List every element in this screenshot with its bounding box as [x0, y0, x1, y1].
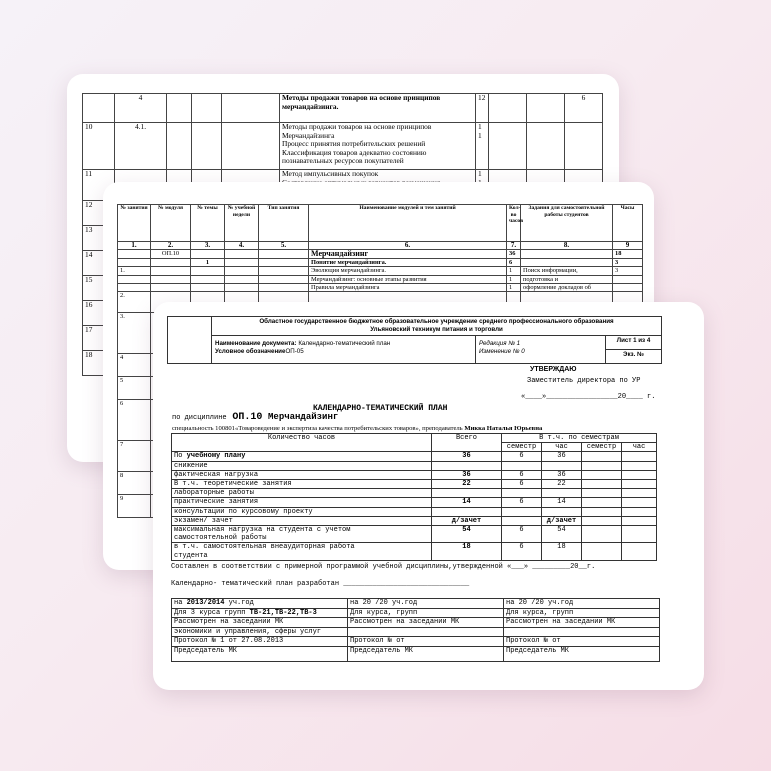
self-hours: 3 [613, 258, 643, 266]
hours-label: фактическая нагрузка [172, 470, 432, 479]
hours-row [172, 470, 657, 479]
total-col-header: Всего [432, 434, 502, 452]
hours-label: снижение [172, 461, 432, 470]
approval-row [172, 646, 660, 661]
hour-value-2 [622, 452, 657, 461]
semester-value-2 [582, 452, 622, 461]
column-number: 4. [225, 242, 259, 250]
hour-value-2 [622, 489, 657, 498]
hour-value: 36 [542, 470, 582, 479]
hours-table [171, 433, 657, 561]
self-task [521, 250, 613, 258]
semester-value [502, 489, 542, 498]
hours-count: 6 [507, 258, 521, 266]
lesson-number [83, 94, 115, 123]
hours-row [172, 489, 657, 498]
hour-value-2 [622, 498, 657, 507]
approval-cell: на 20 /20 уч.год [504, 599, 660, 609]
hours-count: 36 [507, 250, 521, 258]
discipline-code: ОП.10 [232, 412, 263, 423]
approval-cell: Рассмотрен на заседании МК [172, 618, 348, 628]
lesson-type [259, 275, 309, 283]
hour-value: 18 [542, 543, 582, 560]
approval-cell: Для 3 курса групп ТВ-21,ТВ-22,ТВ-3 [172, 608, 348, 618]
task-cell [489, 94, 527, 123]
column-header: Наименование модулей и тем занятий [309, 205, 507, 242]
module-number [151, 258, 191, 266]
mid-table-header [118, 205, 643, 242]
lesson-number: 2. [118, 292, 151, 313]
approval-cell: Протокол № от [504, 637, 660, 647]
approval-cell: на 2013/2014 уч.год [172, 599, 348, 609]
topic-name: Мерчандайзинг: основные этапы развития [309, 275, 507, 283]
lesson-number: 16 [83, 301, 115, 326]
semester-value: 6 [502, 470, 542, 479]
topic-name: Эволюция мерчандайзинга. [309, 267, 507, 275]
doc-name: Календарно-тематический план [298, 340, 391, 347]
semester-value-2 [582, 526, 622, 543]
column-number: 5. [259, 242, 309, 250]
topic-number [191, 275, 225, 283]
column-header: № занятия [118, 205, 151, 242]
developed-line: Календарно- тематический план разработан ______________________________ [171, 580, 470, 588]
approval-cell: Рассмотрен на заседании МК [348, 618, 504, 628]
topic-number [191, 267, 225, 275]
hours-row [172, 516, 657, 525]
semester-value: 6 [502, 498, 542, 507]
lesson-number [118, 275, 151, 283]
semester-value-2 [582, 516, 622, 525]
hours-row [172, 543, 657, 560]
topic-number [167, 123, 192, 170]
approval-cell: Для курса, групп [348, 608, 504, 618]
doc-name-label: Наименование документа: [215, 340, 297, 347]
hours-total [432, 461, 502, 470]
hour-value: 36 [542, 452, 582, 461]
hours-total: 18 [432, 543, 502, 560]
hours-row [172, 526, 657, 543]
copy-number: Экз. № [606, 350, 662, 364]
hours-row [172, 498, 657, 507]
semester-value [502, 507, 542, 516]
hour-value: 54 [542, 526, 582, 543]
lesson-number: 10 [83, 123, 115, 170]
hour-subheader: час [542, 443, 582, 452]
semester-col-header: В т.ч. по семестрам [502, 434, 657, 443]
table-row [83, 123, 603, 170]
hours-row [172, 461, 657, 470]
module-number [151, 267, 191, 275]
self-hours [613, 284, 643, 292]
semester-value [502, 461, 542, 470]
lesson-number: 11 [83, 170, 115, 201]
lesson-number: 15 [83, 276, 115, 301]
column-number: 7. [507, 242, 521, 250]
hours-count: 1 [507, 284, 521, 292]
hours-count: 1 [476, 170, 489, 201]
document-title: КАЛЕНДАРНО-ТЕМАТИЧЕСКИЙ ПЛАН [313, 404, 448, 413]
lesson-type [259, 258, 309, 266]
hour-value: 14 [542, 498, 582, 507]
hours-label: По учебному плану [172, 452, 432, 461]
hour-value [542, 507, 582, 516]
column-header: Задания для самостоятельной работы студентов [521, 205, 613, 242]
hours-row [172, 480, 657, 489]
approval-cell: Председатель МК [172, 646, 348, 661]
column-header: Часы [613, 205, 643, 242]
column-number: 6. [309, 242, 507, 250]
lesson-number: 12 [83, 201, 115, 226]
hours-total: д/зачет [432, 516, 502, 525]
topic-number: 1 [191, 258, 225, 266]
topic-name: Правила мерчандайзинга [309, 284, 507, 292]
self-hours: 6 [565, 94, 603, 123]
lesson-number: 8 [118, 472, 151, 495]
hour-value-2 [622, 526, 657, 543]
semester-subheader-2: семестр [582, 443, 622, 452]
hour-value [542, 461, 582, 470]
topic-name: Понятие мерчандайзинга. [309, 258, 507, 266]
hours-label: экзамен/ зачет [172, 516, 432, 525]
approval-cell: Протокол № от [348, 637, 504, 647]
lesson-number [118, 258, 151, 266]
hour-value-2 [622, 461, 657, 470]
module-number [151, 284, 191, 292]
column-number: 1. [118, 242, 151, 250]
sheet-number: Лист 1 из 4 [606, 336, 662, 350]
topic-number [191, 284, 225, 292]
hours-label: В т.ч. теоретические занятия [172, 480, 432, 489]
semester-value: 6 [502, 452, 542, 461]
hour-value-2 [622, 470, 657, 479]
semester-value [502, 516, 542, 525]
lesson-number: 4 [118, 354, 151, 377]
hours-row [172, 507, 657, 516]
approval-cell: Председатель МК [348, 646, 504, 661]
hours-label: практические занятия [172, 498, 432, 507]
lesson-type [259, 250, 309, 258]
module-number: 4.1. [115, 123, 167, 170]
lesson-number: 3. [118, 313, 151, 354]
column-header: № учебной недели [225, 205, 259, 242]
lesson-type [222, 123, 280, 170]
topic-name: Метод импульсивных покупок [280, 170, 476, 201]
self-task [521, 258, 613, 266]
week-number [225, 267, 259, 275]
column-header: № темы [191, 205, 225, 242]
week-number [192, 94, 222, 123]
week-number [225, 258, 259, 266]
hour-value [542, 489, 582, 498]
designation: ОП-05 [285, 347, 304, 355]
logo-cell [168, 317, 212, 364]
semester-value-2 [582, 470, 622, 479]
column-header: № модуля [151, 205, 191, 242]
hours-count: 1 [507, 267, 521, 275]
semester-value: 6 [502, 543, 542, 560]
edition: Редакция № 1 [479, 340, 521, 347]
lesson-number: 18 [83, 351, 115, 376]
approval-cell: Рассмотрен на заседании МК [504, 618, 660, 628]
table-row [118, 275, 643, 283]
teacher-name: Микка Наталья Юрьевна [464, 425, 543, 432]
topic-number [167, 94, 192, 123]
approval-row [172, 608, 660, 618]
topic-name: Мерчандайзинг [309, 250, 507, 258]
lesson-number: 9 [118, 495, 151, 518]
approval-cell: Для курса, групп [504, 608, 660, 618]
module-number: 4 [115, 94, 167, 123]
approval-cell: на 20 /20 уч.год [348, 599, 504, 609]
lesson-number: 1. [118, 267, 151, 275]
week-number [225, 250, 259, 258]
hours-label: максимальная нагрузка на студента с учетом самостоятельной работы [172, 526, 432, 543]
week-number [225, 275, 259, 283]
column-number: 8. [521, 242, 613, 250]
column-number: 9 [613, 242, 643, 250]
hours-label: консультации по курсовому проекту [172, 507, 432, 516]
change-number: Изменение № 0 [479, 347, 525, 355]
hours-total: 36 [432, 452, 502, 461]
discipline-name: Мерчандайзинг [268, 412, 339, 422]
lesson-number: 17 [83, 326, 115, 351]
org-name: Областное государственное бюджетное образовательное учреждение среднего профессионального образования [259, 318, 614, 325]
module-number [151, 275, 191, 283]
self-task: подготовка и [521, 275, 613, 283]
column-number: 2. [151, 242, 191, 250]
hours-total: 36 [432, 470, 502, 479]
approval-cell: экономики и управления, сферы услуг [172, 627, 348, 637]
approval-cell: Протокол № 1 от 27.08.2013 [172, 637, 348, 647]
approval-row [172, 618, 660, 628]
semester-value-2 [582, 489, 622, 498]
topic-name: Методы продажи товаров на основе принципов Мерчандайзинга Процесс принятия потребительских решений Классификация товаров адекватно состоянию познавательных ресурсов покупателей [280, 123, 476, 170]
lesson-type [222, 94, 280, 123]
approval-table [171, 598, 660, 662]
hours-label: в т.ч. самостоятельная внеаудиторная работа студента [172, 543, 432, 560]
hours-total [432, 489, 502, 498]
self-hours: 18 [613, 250, 643, 258]
task-cell-2 [527, 94, 565, 123]
module-number: ОП.10 [151, 250, 191, 258]
document-header-table [167, 316, 662, 364]
week-number [225, 284, 259, 292]
topic-number [191, 250, 225, 258]
semester-value-2 [582, 507, 622, 516]
semester-value: 6 [502, 526, 542, 543]
self-hours [613, 275, 643, 283]
topic-name: Методы продажи товаров на основе принципов мерчандайзинга. [280, 94, 476, 123]
self-hours: 3 [613, 267, 643, 275]
hours-total: 54 [432, 526, 502, 543]
week-number [192, 123, 222, 170]
lesson-type [259, 267, 309, 275]
hours-total [432, 507, 502, 516]
column-number: 3. [191, 242, 225, 250]
hours-total: 22 [432, 480, 502, 489]
hour-subheader-2: час [622, 443, 657, 452]
table-row [118, 258, 643, 266]
table-row [83, 94, 603, 123]
task-cell [489, 123, 527, 170]
hours-count: 12 [476, 94, 489, 123]
column-header: Кол-во часов [507, 205, 521, 242]
task-cell-2 [527, 123, 565, 170]
self-task: оформление докладов об [521, 284, 613, 292]
self-task: Поиск информации, [521, 267, 613, 275]
approve-date-line: «____»_________________20____ г. [521, 393, 656, 401]
document-card-front[interactable] [153, 302, 704, 690]
hours-count: 1 1 [476, 123, 489, 170]
composed-line: Составлен в соответствии с примерной программой учебной дисциплины,утвержденной «___» _________20__г. [171, 563, 596, 571]
hour-value-2 [622, 543, 657, 560]
hour-value-2 [622, 516, 657, 525]
lesson-number [118, 284, 151, 292]
deputy-label: Заместитель директора по УР [527, 377, 641, 385]
hour-value: д/зачет [542, 516, 582, 525]
lesson-number [118, 250, 151, 258]
approval-row [172, 627, 660, 637]
approval-cell [504, 627, 660, 637]
hour-value-2 [622, 480, 657, 489]
approval-cell: Председатель МК [504, 646, 660, 661]
lesson-type [259, 284, 309, 292]
table-row [118, 284, 643, 292]
hours-row [172, 452, 657, 461]
semester-value: 6 [502, 480, 542, 489]
hours-col-header: Количество часов [172, 434, 432, 452]
designation-label: Условное обозначение [215, 347, 286, 355]
table-row [118, 250, 643, 258]
hours-total: 14 [432, 498, 502, 507]
lesson-number: 6 [118, 400, 151, 441]
lesson-number: 13 [83, 226, 115, 251]
specialty-line: специальность 100801«Товароведение и экспертиза качества потребительских товаров», преподаватель [172, 425, 463, 432]
approval-row [172, 637, 660, 647]
org-name-2: Ульяновский техникум питания и торговли [370, 325, 503, 333]
hours-label: лабораторные работы [172, 489, 432, 498]
approval-row [172, 599, 660, 609]
lesson-number: 7 [118, 441, 151, 472]
semester-value-2 [582, 498, 622, 507]
table-row [118, 267, 643, 275]
lesson-number: 5 [118, 377, 151, 400]
semester-value-2 [582, 461, 622, 470]
column-numbers-row [118, 242, 643, 250]
hour-value-2 [622, 507, 657, 516]
discipline-label: по дисциплине [172, 414, 227, 422]
semester-value-2 [582, 480, 622, 489]
semester-value-2 [582, 543, 622, 560]
self-hours [565, 123, 603, 170]
hour-value: 22 [542, 480, 582, 489]
approval-cell [348, 627, 504, 637]
approve-label: УТВЕРЖДАЮ [530, 366, 577, 373]
column-header: Тип занятия [259, 205, 309, 242]
hours-count: 1 [507, 275, 521, 283]
lesson-number: 14 [83, 251, 115, 276]
semester-subheader: семестр [502, 443, 542, 452]
